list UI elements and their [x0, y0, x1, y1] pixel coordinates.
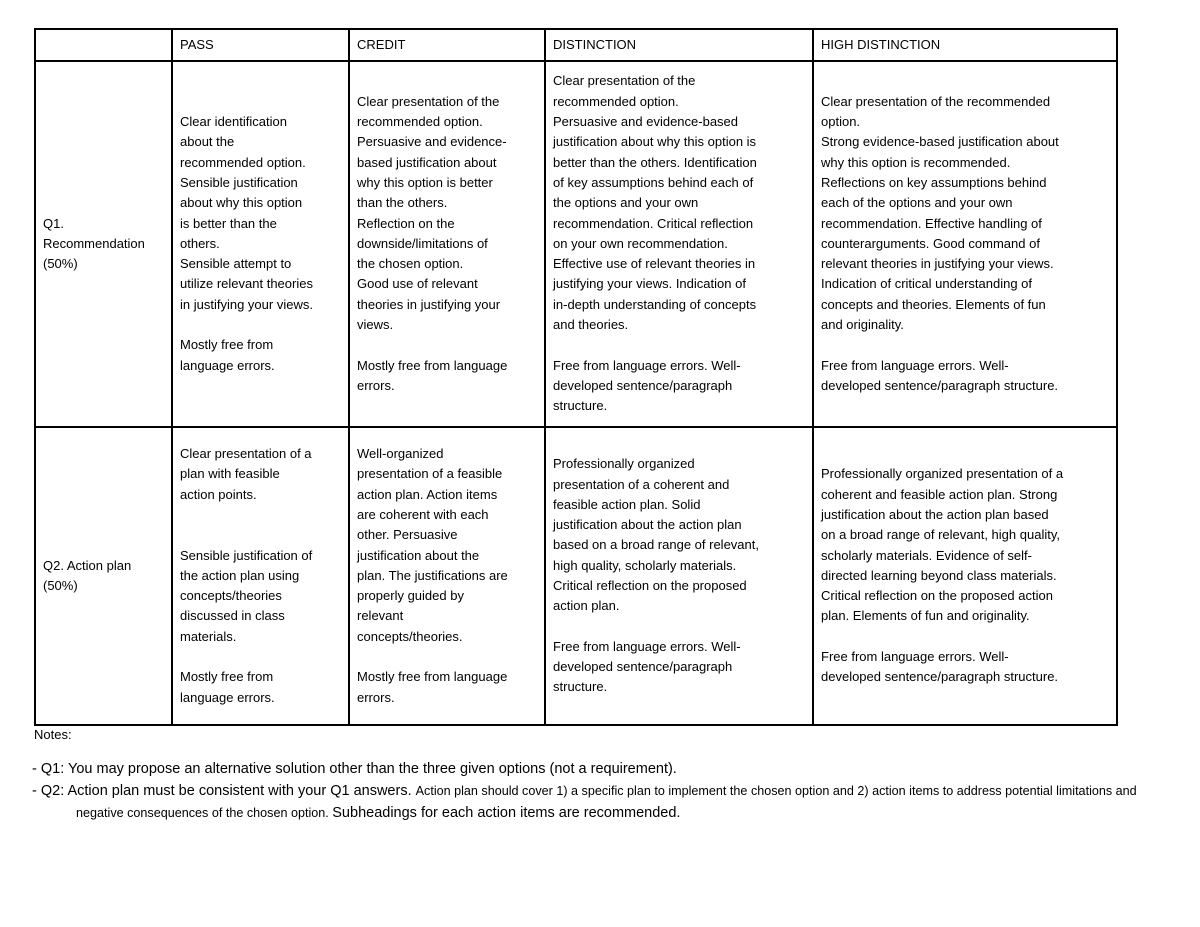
pass-cell: Clear presentation of a plan with feasible action points. Sensible justification of the action plan using concepts/theories discussed in class materials. Mostly free from language errors. [172, 427, 349, 725]
criterion-cell: Q2. Action plan (50%) [35, 427, 172, 725]
criterion-cell: Q1. Recommendation (50%) [35, 61, 172, 427]
notes-list [32, 758, 1152, 824]
notes-label: Notes: [34, 727, 72, 742]
distinction-cell: Professionally organized presentation of a coherent and feasible action plan. Solid justification about the action plan based on a broad range of relevant, high quality, scholarly materials. Critical reflection on the proposed action plan. Free from language errors. Well- developed sentence/paragraph structure. [545, 427, 813, 725]
pass-cell: Clear identification about the recommended option. Sensible justification about why this option is better than the others. Sensible attempt to utilize relevant theories in justifying your views. Mostly free from language errors. [172, 61, 349, 427]
table-row-q1-recommendation [35, 61, 1117, 427]
header-pass: PASS [172, 29, 349, 61]
note-q1: - Q1: You may propose an alternative solution other than the three given options (not a requirement). [32, 761, 677, 777]
header-credit: CREDIT [349, 29, 545, 61]
credit-cell: Well-organized presentation of a feasible action plan. Action items are coherent with each other. Persuasive justification about the plan. The justifications are properly guided by relevant concepts/theories. Mostly free from language errors. [349, 427, 545, 725]
rubric-table [34, 28, 1118, 726]
note-q2-requirement: - Q2: Action plan must be consistent with your Q1 answers. [32, 783, 416, 799]
credit-cell: Clear presentation of the recommended option. Persuasive and evidence- based justification about why this option is better than the others. Reflection on the downside/limitations of the chosen option. Good use of relevant theories in justifying your views. Mostly free from language errors. [349, 61, 545, 427]
header-high-distinction: HIGH DISTINCTION [813, 29, 1117, 61]
header-distinction: DISTINCTION [545, 29, 813, 61]
note-q2-subheadings: Subheadings for each action items are recommended. [332, 805, 681, 821]
distinction-cell: Clear presentation of the recommended option. Persuasive and evidence-based justification about why this option is better than the others. Identification of key assumptions behind each of the options and your own recommendation. Critical reflection on your own recommendation. Effective use of relevant theories in justifying your views. Indication of in-depth understanding of concepts and theories. Free from language errors. Well- developed sentence/paragraph structure. [545, 61, 813, 427]
table-row-q2-action-plan [35, 427, 1117, 725]
header-empty-cell [35, 29, 172, 61]
high-distinction-cell: Professionally organized presentation of a coherent and feasible action plan. Strong justification about the action plan based on a broad range of relevant, high quality, scholarly materials. Evidence of self- directed learning beyond class materials. Critical reflection on the proposed action plan. Elements of fun and originality. Free from language errors. Well- developed sentence/paragraph structure. [813, 427, 1117, 725]
high-distinction-cell: Clear presentation of the recommended option. Strong evidence-based justification about why this option is recommended. Reflections on key assumptions behind each of the options and your own recommendation. Effective handling of counterarguments. Good command of relevant theories in justifying your views. Indication of critical understanding of concepts and theories. Elements of fun and originality. Free from language errors. Well- developed sentence/paragraph structure. [813, 61, 1117, 427]
note-q2-details: Action plan should cover 1) a specific plan to implement the chosen option and 2) action items to address potential limitations and negative consequences of the chosen option. [76, 784, 1137, 820]
header-row [35, 29, 1117, 61]
note-q2 [32, 780, 1152, 824]
